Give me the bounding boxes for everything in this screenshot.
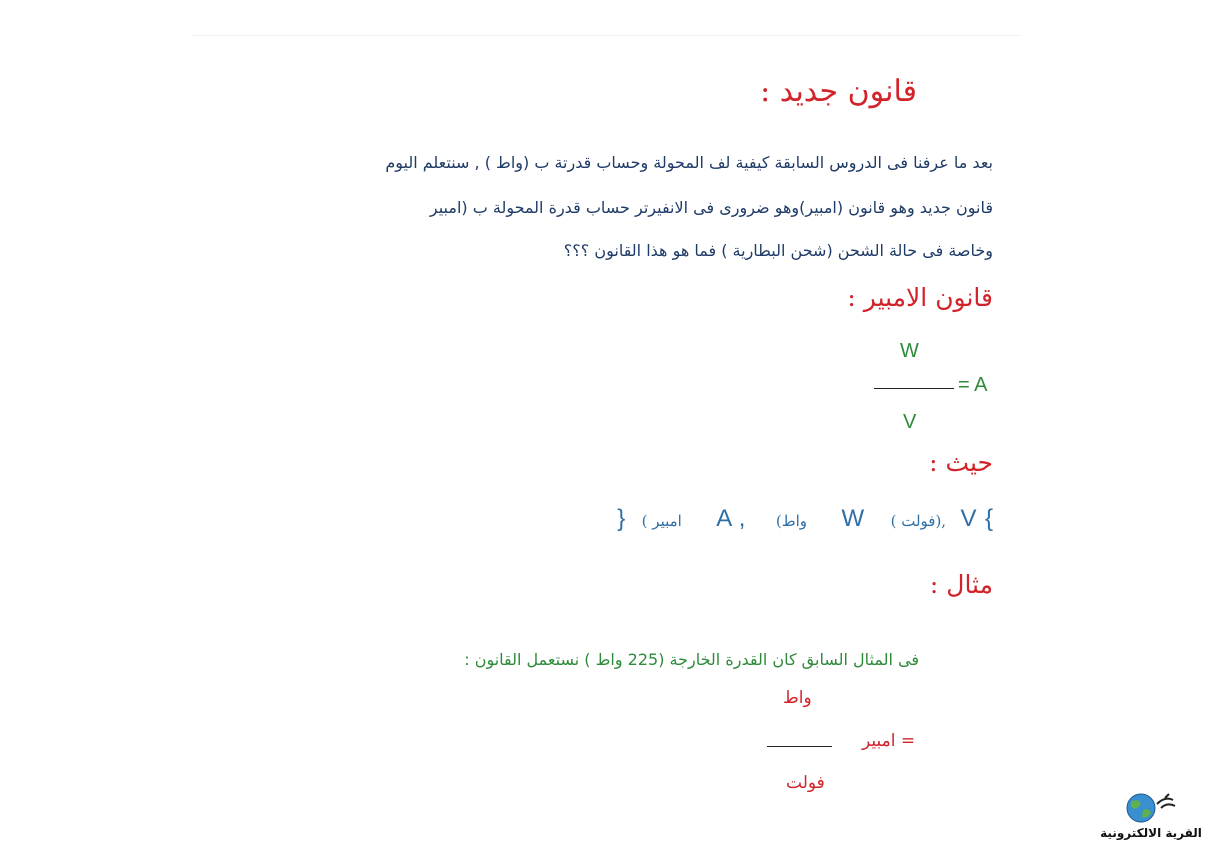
example-fraction-bar: [767, 746, 832, 747]
where-title: حيث :: [929, 448, 993, 477]
w-name: (واط: [775, 512, 808, 530]
example-denominator: فولت: [786, 773, 825, 793]
open-brace: {: [984, 505, 993, 532]
intro-line-2: قانون جديد وهو قانون (امبير)وهو ضرورى فى الانفيرتر حساب قدرة المحولة ب (امبير: [429, 198, 993, 217]
ampere-law-title: قانون الامبير :: [847, 283, 993, 312]
top-divider: [192, 35, 1022, 36]
w-symbol: W: [841, 505, 865, 532]
close-brace: }: [617, 505, 626, 532]
intro-line-3: وخاصة فى حالة الشحن (شحن البطارية ) فما هو هذا القانون ؟؟؟: [563, 241, 993, 260]
example-lhs: امبير =: [862, 731, 916, 751]
globe-logo-icon: [1121, 790, 1181, 824]
formula-denominator: V: [903, 411, 917, 433]
page-title: قانون جديد :: [760, 74, 917, 109]
v-symbol: V: [960, 505, 977, 532]
a-symbol: A: [716, 505, 733, 532]
example-text: فى المثال السابق كان القدرة الخارجة (225 واط ) نستعمل القانون :: [464, 650, 919, 669]
formula-numerator: W: [900, 340, 919, 362]
site-logo: [1096, 790, 1206, 852]
example-title: مثال :: [929, 570, 993, 599]
comma: ,: [738, 505, 746, 532]
symbol-legend: [617, 505, 993, 533]
formula-lhs: = A: [958, 374, 988, 396]
fraction-bar: [874, 388, 954, 389]
v-name: ( فولت),: [890, 512, 947, 530]
intro-line-1: بعد ما عرفنا فى الدروس السابقة كيفية لف المحولة وحساب قدرتة ب (واط ) , سنتعلم اليوم: [385, 153, 993, 172]
a-name: ( امبير: [641, 512, 682, 530]
example-numerator: واط: [783, 688, 812, 708]
logo-text: القرية الالكترونية: [1100, 826, 1202, 840]
